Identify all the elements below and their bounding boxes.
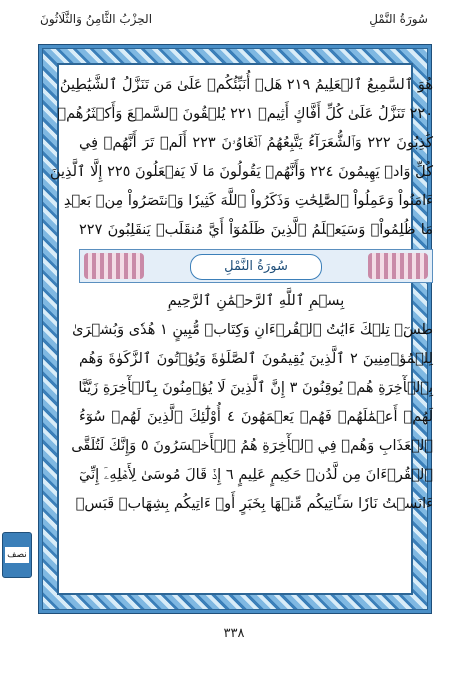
verses-after [71,289,433,521]
side-marker-label: نصف [5,547,29,563]
verse-line: ٱلۡعَذَابِ وَهُمۡ فِي ٱلۡأٓخِرَةِ هُمُ ٱلۡأَخۡسَرُونَ ٥ وَإِنَّكَ لَتُلَقَّى [71,438,433,454]
hizb-quarter-marker [2,532,32,578]
verse-line: لِلۡمُؤۡمِنِينَ ٢ ٱلَّذِينَ يُقِيمُونَ ٱلصَّلَوٰةَ وَيُؤۡتُونَ ٱلزَّكَوٰةَ وَهُم [79,351,433,367]
surah-title-banner [79,249,433,283]
text-panel [49,63,433,595]
verse-line: مَا ظُلِمُواْۗ وَسَيَعۡلَمُ ٱلَّذِينَ ظَلَمُوٓاْ أَيَّ مُنقَلَبٖ يَنقَلِبُونَ ٢٢٧ [79,222,433,238]
page-frame [38,44,432,614]
banner-ornament-icon [368,253,428,279]
verse-line: ٱلۡقُرۡءَانَ مِن لَّدُنۡ حَكِيمٍ عَلِيمٍ ٦ إِذۡ قَالَ مُوسَىٰ لِأَهۡلِهِۦٓ إِنِّيٓ [79,467,433,483]
banner-ornament-icon [84,253,144,279]
hizb-header: الحِزْبُ الثَّامِنُ وَالثَّلَاثُونَ [40,12,153,26]
verse-line: هُوَ ٱلسَّمِيعُ ٱلۡعَلِيمُ ٢١٩ هَلۡ أُنَبِّئُكُمۡ عَلَىٰ مَن تَنَزَّلُ ٱلشَّيَٰطِينُ [59,77,433,93]
verse-line: ءَامَنُواْ وَعَمِلُواْ ٱلصَّٰلِحَٰتِ وَذَكَرُواْ ٱللَّهَ كَثِيرٗا وَٱنتَصَرُواْ مِنۢ بَعۡدِ [63,193,433,209]
verse-line: كُلِّ وَادٖ يَهِيمُونَ ٢٢٤ وَأَنَّهُمۡ يَقُولُونَ مَا لَا يَفۡعَلُونَ ٢٢٥ إِلَّا ٱلَّذِينَ [49,164,433,180]
verse-line: بِٱلۡأٓخِرَةِ هُمۡ يُوقِنُونَ ٣ إِنَّ ٱلَّذِينَ لَا يُؤۡمِنُونَ بِٱلۡأٓخِرَةِ زَيَّنَّا [78,380,433,396]
verse-line: كَٰذِبُونَ ٢٢٢ وَٱلشُّعَرَآءُ يَتَّبِعُهُمُ ٱلۡغَاوُۥنَ ٢٢٣ أَلَمۡ تَرَ أَنَّهُمۡ فِي [79,135,433,151]
surah-title: سُورَةُ النَّمْلِ [190,254,322,280]
verse-line: لَهُمۡ أَعۡمَٰلَهُمۡ فَهُمۡ يَعۡمَهُونَ ٤ أُوْلَٰٓئِكَ ٱلَّذِينَ لَهُمۡ سُوٓءُ [79,409,433,425]
surah-name-header: سُورَةُ النَّمْلِ [369,12,428,26]
verse-line: طسٓۚ تِلۡكَ ءَايَٰتُ ٱلۡقُرۡءَانِ وَكِتَابٖ مُّبِينٍ ١ هُدٗى وَبُشۡرَىٰ [72,322,433,338]
verses-before [49,73,433,247]
basmala: بِسۡمِ ٱللَّهِ ٱلرَّحۡمَٰنِ ٱلرَّحِيمِ [167,293,345,309]
page-number: ٣٣٨ [223,626,245,641]
verse-line: ٢٢٠ تَنَزَّلُ عَلَىٰ كُلِّ أَفَّاكٍ أَثِيمٖ ٢٢١ يُلۡقُونَ ٱلسَّمۡعَ وَأَكۡثَرُهُمۡ [57,106,433,122]
verse-line: ءَانَسۡتُ نَارٗا سَـَٔاتِيكُم مِّنۡهَا بِخَبَرٍ أَوۡ ءَاتِيكُم بِشِهَابٖ قَبَسٖ [75,496,433,512]
decorative-border [42,48,433,610]
